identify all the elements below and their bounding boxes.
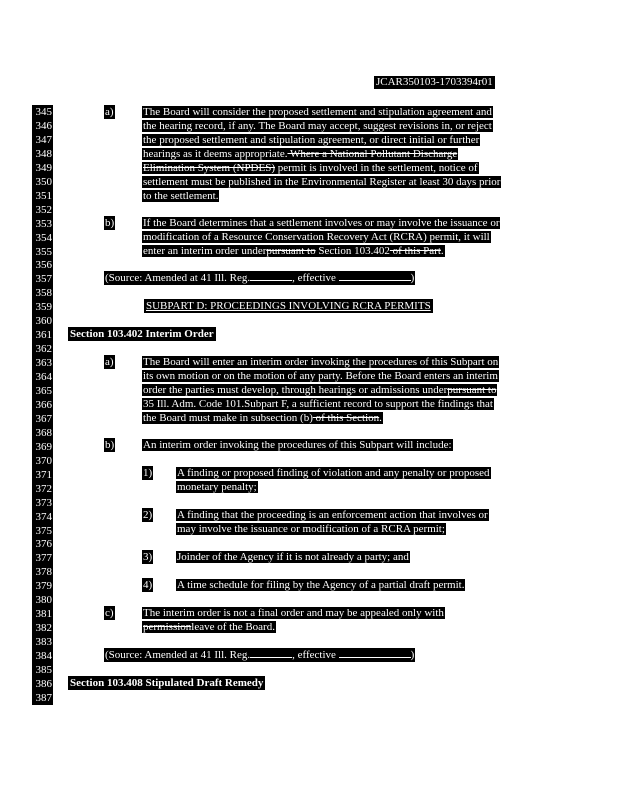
text-line: the hearing record, if any. The Board may accept, suggest revisions in, or reject bbox=[143, 120, 492, 132]
struck-text: Elimination System (NPDES) bbox=[143, 162, 275, 174]
line-number: 378 bbox=[32, 565, 53, 579]
text-line: may involve the issuance or modification of a RCRA permit; bbox=[177, 523, 445, 535]
line-number: 387 bbox=[32, 691, 53, 705]
item-3-label: 3) bbox=[143, 551, 153, 563]
text-line: to the settlement. bbox=[143, 190, 219, 202]
text-line: modification of a Resource Conservation Recovery Act (RCRA) permit, it will bbox=[143, 231, 490, 243]
text-line: the Board must make in subsection (b) bbox=[143, 412, 313, 424]
item-1-label: 1) bbox=[143, 467, 153, 479]
text-line: under bbox=[238, 245, 267, 257]
line-number: 346 bbox=[32, 119, 53, 133]
line-number: 357 bbox=[32, 272, 53, 286]
line-number: 352 bbox=[32, 203, 53, 217]
blank-field bbox=[339, 657, 411, 658]
para-b-interim-order bbox=[142, 438, 453, 452]
blank-field bbox=[339, 280, 411, 281]
line-number: 355 bbox=[32, 245, 53, 259]
line-number: 368 bbox=[32, 426, 53, 440]
item-4-text bbox=[176, 578, 465, 592]
document-code: JCAR350103-1703394r01 bbox=[376, 76, 493, 88]
line-number: 362 bbox=[32, 342, 53, 356]
text-line: The Board will consider the proposed settlement and stipulation agreement and bbox=[143, 106, 492, 118]
item-2-text bbox=[176, 508, 489, 536]
item-4-label: 4) bbox=[143, 579, 153, 591]
blank-field bbox=[250, 280, 292, 281]
line-number: 359 bbox=[32, 300, 53, 314]
text-line: A finding that the proceeding is an enforcement action that involves or bbox=[177, 509, 488, 521]
para-b-settlement bbox=[142, 216, 534, 258]
line-number: 379 bbox=[32, 579, 53, 593]
line-number: 377 bbox=[32, 551, 53, 565]
para-a-interim-order bbox=[142, 355, 534, 425]
source-note bbox=[104, 648, 415, 662]
line-number: 349 bbox=[32, 161, 53, 175]
text-line: The interim order is not a final order and may be appealed only with bbox=[143, 607, 444, 619]
text-line: permit is involved in the settlement, notice of bbox=[275, 162, 478, 174]
line-number: 358 bbox=[32, 286, 53, 300]
line-number: 384 bbox=[32, 649, 53, 663]
item-3-text bbox=[176, 550, 410, 564]
blank-field bbox=[250, 657, 292, 658]
para-a-settlement bbox=[142, 105, 534, 203]
text-line: 35 Ill. Adm. Code 101.Subpart F, a sufficient record to support the findings that bbox=[143, 398, 493, 410]
effective-text: , effective bbox=[292, 272, 336, 284]
text-line: . bbox=[440, 245, 444, 257]
line-number: 361 bbox=[32, 328, 53, 342]
text-line: The Board will enter an interim order invoking the procedures of this Subpart on bbox=[143, 356, 499, 368]
line-number: 382 bbox=[32, 621, 53, 635]
struck-text: of this Section bbox=[312, 412, 380, 424]
para-c-label: c) bbox=[105, 607, 114, 619]
text-line: settlement must be published in the Environmental Register at least 30 days prior bbox=[143, 176, 501, 188]
line-number: 380 bbox=[32, 593, 53, 607]
line-number: 367 bbox=[32, 412, 53, 426]
line-number: 351 bbox=[32, 189, 53, 203]
line-number: 350 bbox=[32, 175, 53, 189]
effective-text: , effective bbox=[292, 649, 336, 661]
text-line: its own motion or on the motion of any party. Before the Board enters an interim bbox=[143, 370, 498, 382]
text-line: hearings as it deems appropriate. bbox=[143, 148, 288, 160]
subpart-heading: SUBPART D: PROCEEDINGS INVOLVING RCRA PERMITS bbox=[146, 300, 431, 312]
struck-text: of this Part bbox=[389, 245, 441, 257]
para-b-label: b) bbox=[105, 217, 115, 229]
para-b-label: b) bbox=[105, 439, 115, 451]
source-note bbox=[104, 271, 415, 285]
line-number: 370 bbox=[32, 454, 53, 468]
text-line: A time schedule for filing by the Agency of a partial draft permit. bbox=[177, 579, 465, 591]
line-number: 360 bbox=[32, 314, 53, 328]
line-number: 374 bbox=[32, 510, 53, 524]
text-line: A finding or proposed finding of violation and any penalty or proposed bbox=[177, 467, 490, 479]
struck-text: pursuant to bbox=[266, 245, 316, 257]
close-paren: ) bbox=[410, 649, 415, 661]
item-1-text bbox=[176, 466, 491, 494]
line-number: 373 bbox=[32, 496, 53, 510]
struck-text: permission bbox=[143, 621, 192, 633]
source-text: (Source: Amended at 41 Ill. Reg. bbox=[105, 649, 251, 661]
line-number: 354 bbox=[32, 231, 53, 245]
text-line: Section 103.402 bbox=[315, 245, 390, 257]
text-line: enter an interim order bbox=[143, 245, 239, 257]
para-c-interim-order bbox=[142, 606, 445, 634]
line-number: 345 bbox=[32, 105, 53, 119]
line-number: 369 bbox=[32, 440, 53, 454]
para-a-label: a) bbox=[105, 356, 114, 368]
line-number: 353 bbox=[32, 217, 53, 231]
text-line: leave bbox=[191, 621, 215, 633]
text-line: order the parties must develop, through hearings or admissions under bbox=[143, 384, 448, 396]
line-number: 375 bbox=[32, 524, 53, 538]
line-number: 386 bbox=[32, 677, 53, 691]
line-number: 372 bbox=[32, 482, 53, 496]
line-number: 385 bbox=[32, 663, 53, 677]
para-a-label: a) bbox=[105, 106, 114, 118]
struck-text: pursuant to bbox=[447, 384, 497, 396]
line-number: 356 bbox=[32, 258, 53, 272]
line-number: 383 bbox=[32, 635, 53, 649]
text-line: . bbox=[379, 412, 382, 424]
line-number: 363 bbox=[32, 356, 53, 370]
line-number: 366 bbox=[32, 398, 53, 412]
line-number: 364 bbox=[32, 370, 53, 384]
item-2-label: 2) bbox=[143, 509, 153, 521]
line-number: 376 bbox=[32, 537, 53, 551]
text-line: If the Board determines that a settlement involves or may involve the issuance or bbox=[143, 217, 500, 229]
struck-text: Where a National Pollutant Discharge bbox=[287, 148, 458, 160]
text-line: the proposed settlement and stipulation agreement, or direct initial or further bbox=[143, 134, 480, 146]
text-line: of the Board. bbox=[214, 621, 275, 633]
line-number: 348 bbox=[32, 147, 53, 161]
line-number: 347 bbox=[32, 133, 53, 147]
close-paren: ) bbox=[410, 272, 415, 284]
text-line: An interim order invoking the procedures of this Subpart will include: bbox=[143, 439, 452, 451]
text-line: monetary penalty; bbox=[177, 481, 257, 493]
section-402-heading: Section 103.402 Interim Order bbox=[70, 328, 214, 340]
text-line: Joinder of the Agency if it is not already a party; and bbox=[177, 551, 409, 563]
source-text: (Source: Amended at 41 Ill. Reg. bbox=[105, 272, 251, 284]
line-number: 381 bbox=[32, 607, 53, 621]
line-number: 371 bbox=[32, 468, 53, 482]
line-number: 365 bbox=[32, 384, 53, 398]
section-408-heading: Section 103.408 Stipulated Draft Remedy bbox=[70, 677, 264, 689]
